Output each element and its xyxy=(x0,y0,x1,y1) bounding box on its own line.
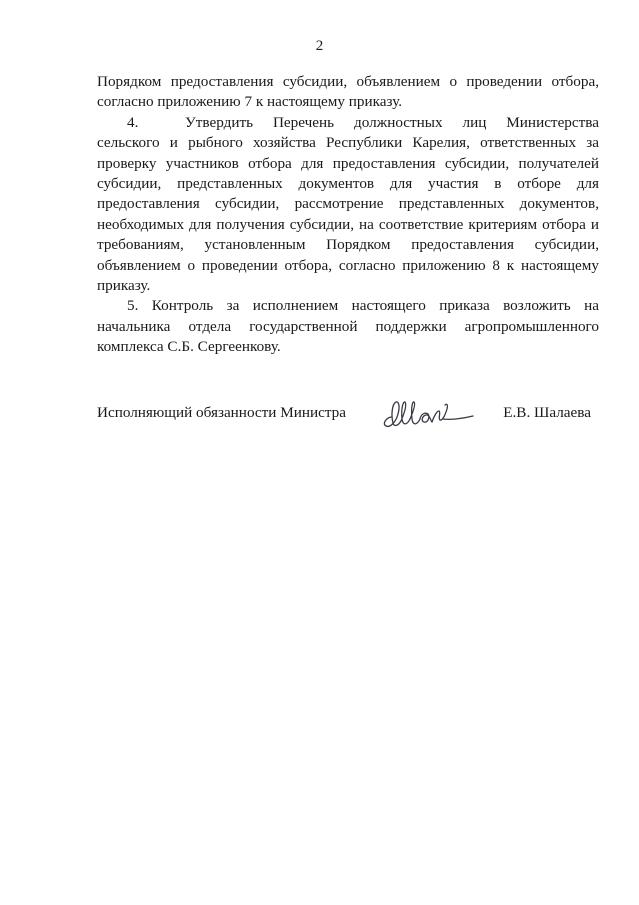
paragraph-number: 4. xyxy=(127,113,139,131)
document-body xyxy=(97,72,599,358)
signatory-name: Е.В. Шалаева xyxy=(503,404,591,421)
paragraph-text: Утвердить Перечень должностных лиц Министерства сельского и рыбного хозяйства Республики Карелия, ответственных за проверку участников отбора для предоставления субсидии, получателей субсидии, представленных документов для участия в отборе для предоставления субсидии, рассмотрение представленных документов, необходимых для получения субсидии, на соответствие критериям отбора и требованиям, установленным Порядком предоставления субсидии, объявлением о проведении отбора, согласно приложению 8 к настоящему приказу. xyxy=(97,113,599,295)
signature-block xyxy=(97,397,599,433)
page-number: 2 xyxy=(315,38,324,54)
signatory-title: Исполняющий обязанности Министра xyxy=(97,404,346,421)
handwritten-signature xyxy=(377,397,477,431)
paragraph-item-5: 5. Контроль за исполнением настоящего приказа возложить на начальника отдела государственной поддержки агропромышленного комплекса С.Б. Сергеенкову. xyxy=(97,297,599,356)
paragraph-item-4 xyxy=(97,113,599,297)
paragraph-continuation: Порядком предоставления субсидии, объявлением о проведении отбора, согласно приложению 7 к настоящему приказу. xyxy=(97,73,599,111)
